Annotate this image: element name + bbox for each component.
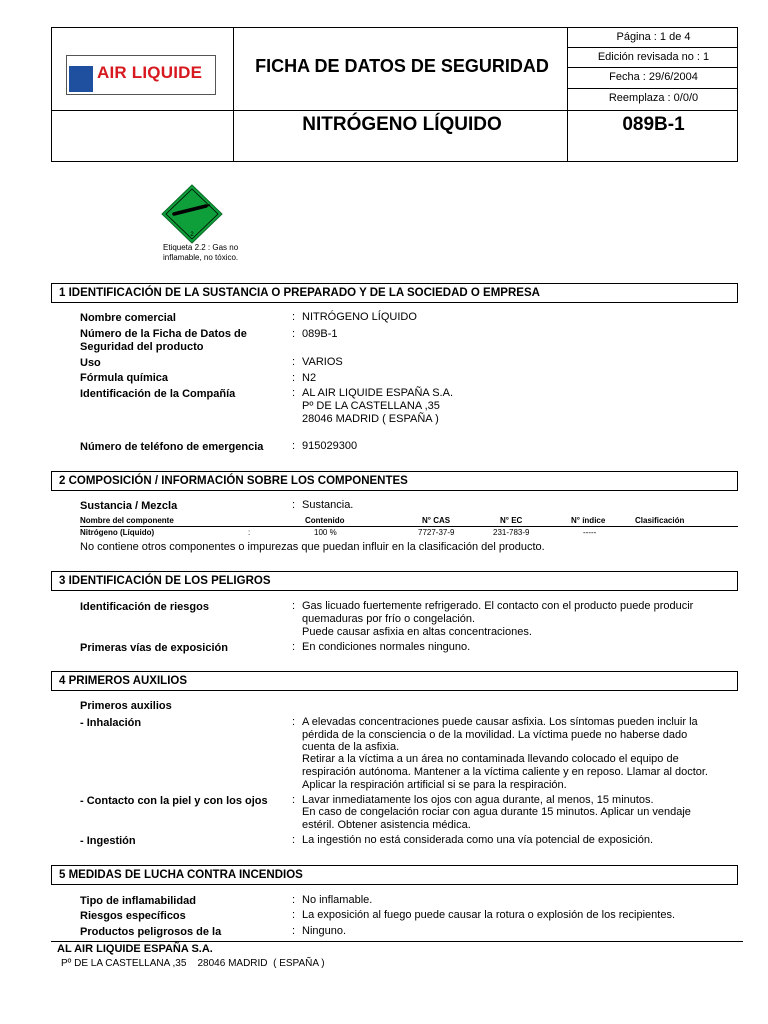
routes-label: Primeras vías de exposición (80, 642, 228, 654)
company-line-1: AL AIR LIQUIDE ESPAÑA S.A. (302, 387, 454, 399)
replaces: Reemplaza : 0/0/0 (608, 92, 699, 104)
colon: : (292, 499, 296, 511)
colon: : (292, 311, 296, 323)
section-3-title: 3 IDENTIFICACIÓN DE LOS PELIGROS (51, 571, 738, 591)
product-code: 089B-1 (622, 114, 685, 135)
trade-name-label: Nombre comercial (80, 312, 176, 324)
routes-value: En condiciones normales ninguno. (302, 641, 471, 653)
substance-label: Sustancia / Mezcla (80, 500, 178, 512)
footer-address: Pº DE LA CASTELLANA ,35 28046 MADRID ( ESPAÑA ) (61, 958, 325, 969)
table-cell-content: 100 % (314, 528, 337, 537)
substance-value: Sustancia. (302, 499, 354, 511)
hazard-label: Identificación de riesgos (80, 601, 209, 613)
hazard-line-1: Gas licuado fuertemente refrigerado. El contacto con el producto puede producir (302, 600, 694, 612)
inhalation-line: cuenta de la asfixia. (302, 741, 400, 753)
skin-eye-line: En caso de congelación rociar con agua durante 15 minutos. Aplicar un vendaje (302, 806, 691, 818)
al-logo-mark (69, 66, 93, 92)
table-divider (80, 526, 738, 527)
colon: : (292, 372, 296, 384)
phone-label: Número de teléfono de emergencia (80, 441, 264, 453)
specific-risks-label: Riesgos específicos (80, 910, 186, 922)
table-header-classification: Clasificación (635, 516, 685, 525)
date: Fecha : 29/6/2004 (609, 71, 698, 83)
flammability-value: No inflamable. (302, 894, 373, 906)
section-5-title: 5 MEDIDAS DE LUCHA CONTRA INCENDIOS (51, 865, 738, 885)
colon: : (292, 909, 296, 921)
footer-divider (51, 941, 743, 942)
inhalation-line: pérdida de la consciencia o de la movilidad. La víctima puede no haberse dado (302, 729, 688, 741)
edition: Edición revisada no : 1 (597, 51, 710, 63)
skin-eye-label: - Contacto con la piel y con los ojos (80, 795, 268, 807)
gas-cylinder-diamond-icon (160, 184, 226, 244)
sds-number-value: 089B-1 (302, 328, 338, 340)
sds-number-label-1: Número de la Ficha de Datos de (80, 328, 247, 340)
inhalation-line: Retirar a la víctima a un área no contaminada llevando colocado el equipo de (302, 753, 679, 765)
section-1-title: 1 IDENTIFICACIÓN DE LA SUSTANCIA O PREPARADO Y DE LA SOCIEDAD O EMPRESA (51, 283, 738, 303)
table-header-component: Nombre del componente (80, 516, 174, 525)
formula-label: Fórmula química (80, 372, 169, 384)
composition-note: No contiene otros componentes o impurezas que puedan influir en la clasificación del producto. (80, 541, 545, 553)
label-caption-1: Etiqueta 2.2 : Gas no (163, 243, 239, 252)
inhalation-line: Aplicar la respiración artificial si se para la respiración. (302, 779, 567, 791)
use-value: VARIOS (302, 356, 343, 368)
label-caption-2: inflamable, no tóxico. (163, 253, 239, 262)
skin-eye-line: Lavar inmediatamente los ojos con agua durante, al menos, 15 minutos. (302, 794, 654, 806)
ingestion-label: - Ingestión (80, 835, 136, 847)
table-header-ec: N° EC (500, 516, 523, 525)
label-number: 2 (190, 232, 194, 238)
colon: : (292, 440, 296, 452)
formula-value: N2 (302, 372, 317, 384)
colon: : (248, 528, 251, 537)
specific-risks-value: La exposición al fuego puede causar la rotura o explosión de los recipientes. (302, 909, 676, 921)
table-header-cas: N° CAS (422, 516, 451, 525)
skin-eye-line: estéril. Obtener asistencia médica. (302, 819, 471, 831)
sds-number-label-2: Seguridad del producto (80, 341, 204, 353)
header-box (51, 27, 738, 162)
table-cell-ec: 231-783-9 (493, 528, 530, 537)
table-header-index: N° índice (571, 516, 606, 525)
table-header-content: Contenido (305, 516, 345, 525)
inhalation-line: A elevadas concentraciones puede causar asfixia. Los síntomas pueden incluir la (302, 716, 698, 728)
document-title: FICHA DE DATOS DE SEGURIDAD (255, 56, 549, 76)
product-name: NITRÓGENO LÍQUIDO (302, 114, 502, 135)
phone-value: 915029300 (302, 440, 358, 452)
logo-text: AIR LIQUIDE (97, 63, 203, 82)
company-line-3: 28046 MADRID ( ESPAÑA ) (302, 413, 439, 425)
colon: : (292, 794, 296, 806)
company-line-2: Pº DE LA CASTELLANA ,35 (302, 400, 440, 412)
hazardous-products-label: Productos peligrosos de la (80, 926, 222, 938)
page-number: Página : 1 de 4 (616, 31, 691, 43)
hazardous-products-value: Ninguno. (302, 925, 347, 937)
table-cell-index: ----- (583, 528, 597, 537)
company-label: Identificación de la Compañía (80, 388, 236, 400)
section-4-title: 4 PRIMEROS AUXILIOS (51, 671, 738, 691)
colon: : (292, 894, 296, 906)
colon: : (292, 387, 296, 399)
footer-company: AL AIR LIQUIDE ESPAÑA S.A. (57, 943, 213, 955)
trade-name-value: NITRÓGENO LÍQUIDO (302, 311, 417, 323)
hazard-line-2: quemaduras por frío o congelación. (302, 613, 476, 625)
colon: : (292, 328, 296, 340)
colon: : (292, 925, 296, 937)
colon: : (292, 834, 296, 846)
colon: : (292, 716, 296, 728)
table-cell-component: Nitrógeno (Líquido) (80, 528, 155, 537)
ingestion-value: La ingestión no está considerada como una vía potencial de exposición. (302, 834, 654, 846)
inhalation-line: respiración autónoma. Mantener a la víctima caliente y en reposo. Llamar al doctor. (302, 766, 708, 778)
use-label: Uso (80, 357, 101, 369)
air-liquide-logo (66, 55, 216, 95)
first-aid-label: Primeros auxilios (80, 700, 172, 712)
colon: : (292, 600, 296, 612)
section-2-title: 2 COMPOSICIÓN / INFORMACIÓN SOBRE LOS COMPONENTES (51, 471, 738, 491)
flammability-label: Tipo de inflamabilidad (80, 895, 196, 907)
hazard-line-3: Puede causar asfixia en altas concentraciones. (302, 626, 532, 638)
inhalation-label: - Inhalación (80, 717, 142, 729)
table-cell-cas: 7727-37-9 (418, 528, 455, 537)
colon: : (292, 356, 296, 368)
colon: : (292, 641, 296, 653)
